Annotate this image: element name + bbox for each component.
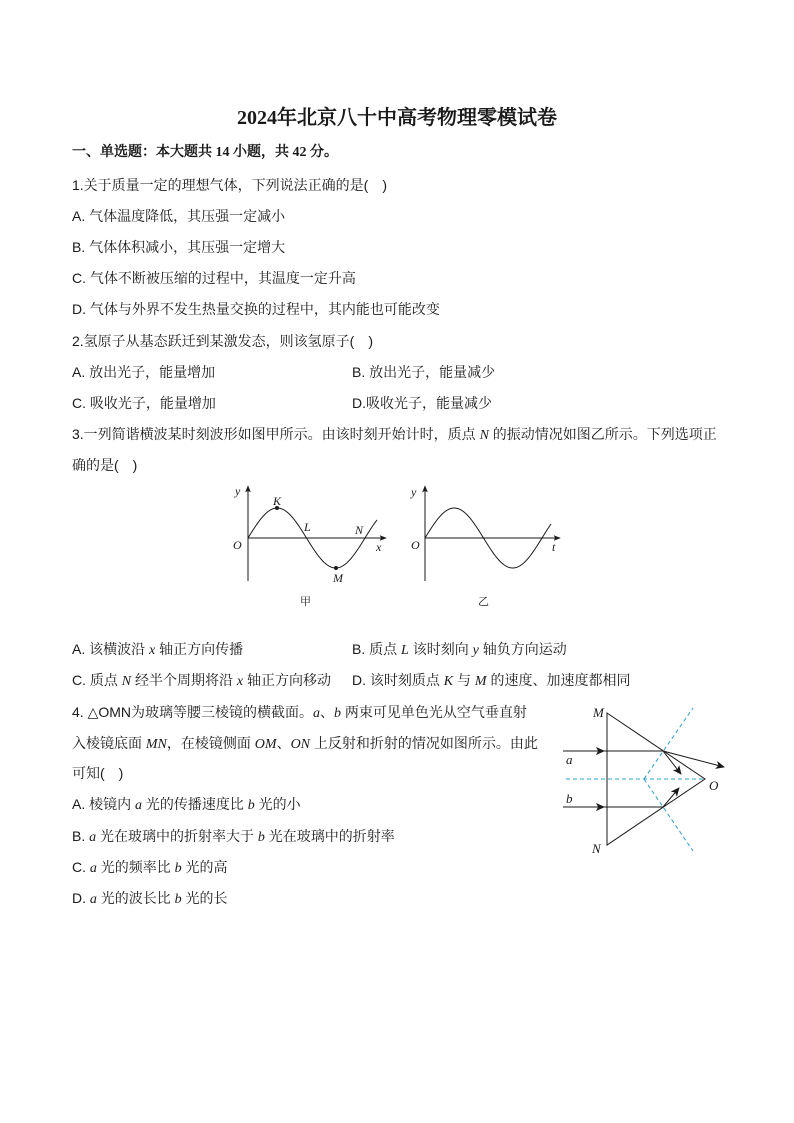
text-run: B. [72,828,90,844]
text-run: 与 [453,672,475,688]
text-run: 光的高 [181,859,228,875]
math-variable: a [89,892,97,907]
text-run: 4. △OMN为玻璃等腰三棱镜的横截面。 [72,704,313,720]
text-run: 两束可见单色光从空气垂直射 [341,704,527,720]
question-4-option-b [72,826,395,846]
question-2-option-c: C. 吸收光子，能量增加 [72,395,216,411]
text-run: 轴正方向移动 [243,672,332,688]
text-run: 光在玻璃中的折射率 [264,828,395,844]
text-run: 的速度、加速度都相同 [486,672,631,688]
question-2-option-b: B. 放出光子，能量减少 [352,364,496,380]
text-run: 光的小 [254,796,301,812]
text-run: 该时刻向 [408,641,473,657]
text-run: D. 该时刻质点 [352,672,444,688]
question-2-option-a: A. 放出光子，能量增加 [72,364,216,380]
math-variable: b [247,798,255,813]
math-variable: x [236,674,244,689]
question-4-option-c [72,857,228,877]
text-run: 轴负方向运动 [478,641,567,657]
question-3-option-a [72,639,243,659]
math-variable: N [121,674,132,689]
question-3-option-c [72,670,331,690]
prism-triangle [607,713,705,845]
math-variable: K [443,674,454,689]
question-3-stem-line-2: 确的是( ) [72,457,138,473]
figure-jia-wave-graph [226,478,396,613]
question-4-option-a [72,794,301,814]
question-2-stem: 2.氢原子从基态跃迁到某激发态，则该氢原子( ) [72,333,373,349]
math-variable: b [257,830,265,845]
ray-a-refracted [663,751,724,767]
math-variable: b [174,892,182,907]
y-axis-label: y [235,484,241,498]
question-4-option-d [72,888,228,908]
figure-prism [555,700,735,860]
vertex-n-label: N [592,841,601,856]
text-run: 、 [320,704,334,720]
vertex-m-label: M [593,705,604,720]
text-run: 光的传播速度比 [142,796,248,812]
ray-b-label: b [566,791,573,806]
vertex-o-label: O [709,778,719,793]
figure-yi-caption: 乙 [478,596,489,608]
normal-om-dashed [644,708,693,779]
question-1-option-d: D. 气体与外界不发生热量交换的过程中，其内能也可能改变 [72,301,440,317]
text-run: 光在玻璃中的折射率大于 [96,828,258,844]
x-axis-label: x [376,540,382,554]
math-variable: b [174,861,182,876]
text-run: 光的频率比 [96,859,175,875]
math-variable: L [401,643,409,658]
point-k-label: K [273,494,282,508]
math-variable: M [474,674,487,689]
text-run: 轴正方向传播 [155,641,244,657]
ray-a-reflected [663,751,681,774]
question-4-stem-line-3: 可知( ) [72,765,124,781]
text-run: C. 质点 [72,672,122,688]
math-variable: a [89,861,97,876]
question-4-stem-line-2 [72,733,538,753]
math-variable: y [472,643,479,658]
t-axis-label: t [552,540,556,554]
math-variable: OM [254,737,277,752]
math-variable: a [313,706,320,721]
text-run: A. 该横波沿 [72,641,150,657]
text-run: A. 棱镜内 [72,796,136,812]
text-run: 光的波长比 [96,890,175,906]
math-variable: N [479,428,489,443]
math-variable: a [89,830,97,845]
question-2-option-d: D.吸收光子，能量减少 [352,395,492,411]
question-3-option-b [352,639,567,659]
text-run: 入棱镜底面 [72,735,146,751]
figure-yi-vibration-graph [405,478,565,613]
math-variable: ON [290,737,311,752]
text-run: D. [72,890,90,906]
text-run: 光的长 [181,890,228,906]
question-1-option-c: C. 气体不断被压缩的过程中，其温度一定升高 [72,270,356,286]
text-run: 上反射和折射的情况如图所示。由此 [310,735,538,751]
text-run: 经半个周期将沿 [131,672,237,688]
text-run: 、 [276,735,291,751]
text-run: 的振动情况如图乙所示。下列选项正 [488,426,717,442]
math-variable: MN [145,737,167,752]
exam-title: 2024年北京八十中高考物理零模试卷 [237,107,557,129]
origin-label: O [233,538,242,552]
text-run: ，在棱镜侧面 [166,735,255,751]
question-1-option-b: B. 气体体积减小，其压强一定增大 [72,239,286,255]
ray-a-label: a [566,752,573,767]
origin-label: O [411,538,420,552]
math-variable: a [135,798,143,813]
text-run: C. [72,859,90,875]
math-variable: b [334,706,341,721]
question-1-stem: 1.关于质量一定的理想气体，下列说法正确的是( ) [72,177,387,193]
question-4-stem-line-1 [72,702,527,722]
point-n-label: N [355,523,364,537]
math-variable: x [149,643,156,658]
point-m-marker [334,566,338,570]
point-m-label: M [333,571,343,585]
y-axis-label: y [411,485,417,499]
question-1-option-a: A. 气体温度降低，其压强一定减小 [72,208,286,224]
question-3-stem-line-1 [72,424,717,444]
text-run: 3.一列简谐横波某时刻波形如图甲所示。由该时刻开始计时，质点 [72,426,480,442]
section-heading: 一、单选题：本大题共 14 小题，共 42 分。 [72,145,338,160]
point-l-label: L [304,520,311,534]
question-3-option-d [352,670,630,690]
text-run: B. 质点 [352,641,402,657]
figure-jia-caption: 甲 [300,596,311,608]
ray-b-reflected [663,788,679,807]
